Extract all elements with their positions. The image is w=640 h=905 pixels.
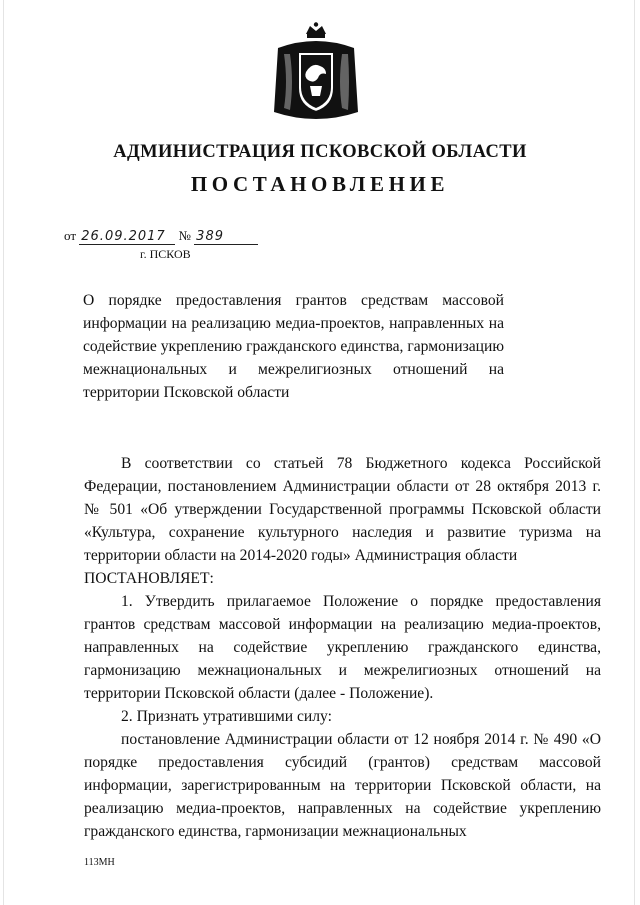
document-body bbox=[84, 452, 601, 843]
coat-of-arms-emblem bbox=[270, 22, 362, 126]
item-2-text-paragraph: постановление Администрации области от 12 ноября 2014 г. № 490 «О порядке предоставления субсидий (грантов) средствам массовой информации, зарегистрированным на территории Псковской области, на реализацию медиа-проектов, направленных на содействие укреплению гражданского единства, гармонизации межнациональных bbox=[84, 731, 601, 840]
handwritten-date: 26.09.2017 bbox=[79, 230, 175, 245]
number-prefix: № bbox=[178, 228, 191, 243]
document-subject: О порядке предоставления грантов средствам массовой информации на реализацию медиа-проектов, направленных на содействие укреплению гражданского единства, гармонизацию межнациональных и межрелигиозных отношений на территории Псковской области bbox=[83, 292, 505, 401]
item-2-paragraph: 2. Признать утратившими силу: bbox=[121, 708, 332, 725]
organization-name: АДМИНИСТРАЦИЯ ПСКОВСКОЙ ОБЛАСТИ bbox=[113, 142, 527, 162]
registration-line bbox=[64, 228, 258, 245]
scan-edge-right bbox=[634, 0, 635, 905]
document-type-title: ПОСТАНОВЛЕНИЕ bbox=[190, 172, 450, 196]
date-prefix: от bbox=[64, 228, 77, 243]
item-1-paragraph: 1. Утвердить прилагаемое Положение о порядке предоставления грантов средствам массовой информации на реализацию медиа-проектов, направленных на содействие укреплению гражданского единства, гармонизацию межнациональных и межрелигиозных отношений на территории Псковской области (далее - Положение). bbox=[84, 593, 601, 702]
scan-edge-left bbox=[3, 0, 4, 905]
footer-code: 113МН bbox=[84, 857, 115, 868]
preamble-paragraph: В соответствии со статьей 78 Бюджетного кодекса Российской Федерации, постановлением Администрации области от 28 октября 2013 г. № 501 «Об утверждении Государственной программы Псковской области «Культура, сохранение культурного наследия и развитие туризма на территории области на 2014-2020 годы» Администрация области bbox=[84, 455, 601, 564]
handwritten-number: 389 bbox=[194, 230, 258, 245]
city-label: г. ПСКОВ bbox=[140, 247, 191, 261]
resolves-heading: ПОСТАНОВЛЯЕТ: bbox=[84, 570, 214, 587]
